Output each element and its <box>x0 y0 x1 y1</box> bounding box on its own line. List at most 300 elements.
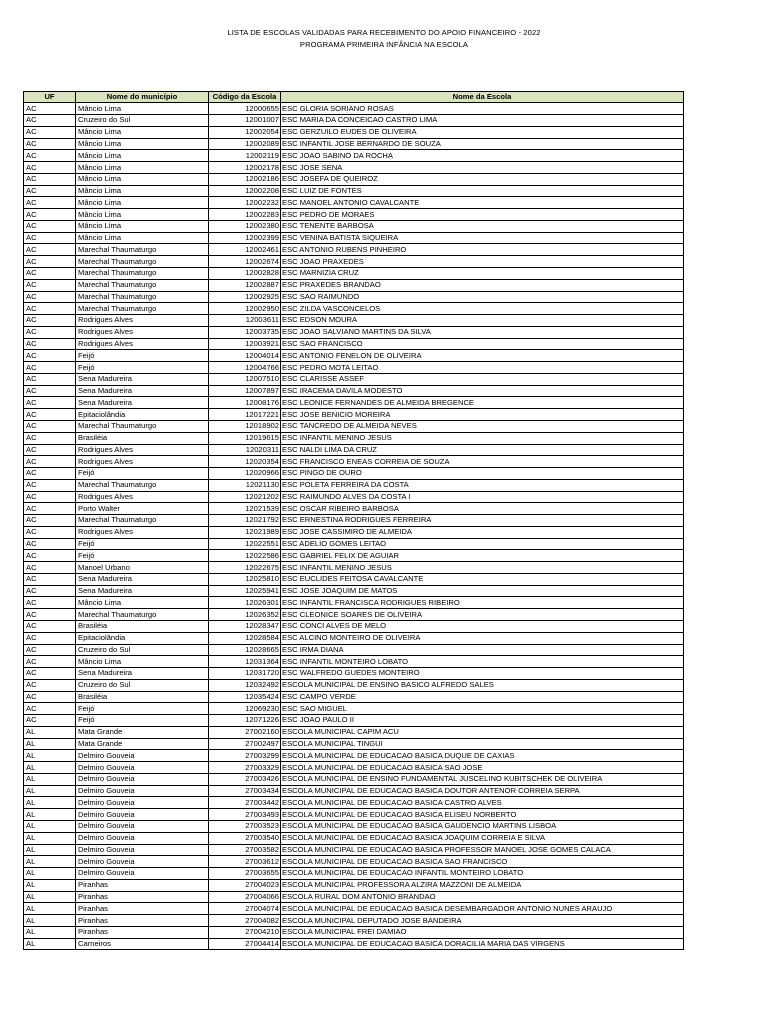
codigo-cell: 27003655 <box>209 868 281 880</box>
escola-cell: ESCOLA MUNICIPAL DEPUTADO JOSE BANDEIRA <box>281 915 684 927</box>
codigo-cell: 27004082 <box>209 915 281 927</box>
escola-cell: ESC PEDRO DE MORAES <box>281 209 684 221</box>
escola-cell: ESCOLA MUNICIPAL PROFESSORA ALZIRA MAZZONI DE ALMEIDA <box>281 879 684 891</box>
municipio-cell: Carneiros <box>76 938 209 950</box>
codigo-cell: 12020311 <box>209 444 281 456</box>
codigo-cell: 27003493 <box>209 809 281 821</box>
table-row <box>24 220 684 232</box>
table-row <box>24 938 684 950</box>
codigo-cell: 12025941 <box>209 585 281 597</box>
codigo-cell: 12022586 <box>209 550 281 562</box>
uf-cell: AC <box>24 503 76 515</box>
escola-cell: ESC ANTONIO RUBENS PINHEIRO <box>281 244 684 256</box>
escola-cell: ESC ZILDA VASCONCELOS <box>281 303 684 315</box>
table-row <box>24 103 684 115</box>
codigo-cell: 12002674 <box>209 256 281 268</box>
uf-cell: AC <box>24 268 76 280</box>
table-row <box>24 350 684 362</box>
escola-cell: ESC GLORIA SORIANO ROSAS <box>281 103 684 115</box>
escola-cell: ESC MANOEL ANTONIO CAVALCANTE <box>281 197 684 209</box>
codigo-cell: 12000655 <box>209 103 281 115</box>
escola-cell: ESC FRANCISCO ENEAS CORREIA DE SOUZA <box>281 456 684 468</box>
table-row <box>24 150 684 162</box>
municipio-cell: Piranhas <box>76 926 209 938</box>
uf-cell: AC <box>24 326 76 338</box>
table-row <box>24 444 684 456</box>
table-row <box>24 773 684 785</box>
table-row <box>24 597 684 609</box>
municipio-cell: Delmiro Gouveia <box>76 809 209 821</box>
escola-cell: ESCOLA RURAL DOM ANTONIO BRANDAO <box>281 891 684 903</box>
municipio-cell: Marechal Thaumaturgo <box>76 256 209 268</box>
uf-cell: AC <box>24 315 76 327</box>
uf-cell: AC <box>24 220 76 232</box>
municipio-cell: Mâncio Lima <box>76 103 209 115</box>
municipio-cell: Delmiro Gouveia <box>76 797 209 809</box>
uf-cell: AL <box>24 891 76 903</box>
escola-cell: ESCOLA MUNICIPAL DE EDUCACAO INFANTIL MONTEIRO LOBATO <box>281 868 684 880</box>
escola-cell: ESCOLA MUNICIPAL DE EDUCACAO BASICA SAO JOSE <box>281 762 684 774</box>
municipio-cell: Delmiro Gouveia <box>76 785 209 797</box>
table-row <box>24 668 684 680</box>
uf-cell: AL <box>24 797 76 809</box>
escola-cell: ESCOLA MUNICIPAL FREI DAMIAO <box>281 926 684 938</box>
codigo-cell: 12031720 <box>209 668 281 680</box>
escola-cell: ESC WALFREDO GUEDES MONTEIRO <box>281 668 684 680</box>
escola-cell: ESC CLARISSE ASSEF <box>281 373 684 385</box>
municipio-cell: Sena Madureira <box>76 373 209 385</box>
uf-cell: AC <box>24 409 76 421</box>
table-row <box>24 797 684 809</box>
escola-cell: ESC CAMPO VERDE <box>281 691 684 703</box>
escola-cell: ESC INFANTIL MENINO JESUS <box>281 562 684 574</box>
table-row <box>24 338 684 350</box>
uf-cell: AC <box>24 150 76 162</box>
codigo-cell: 12019615 <box>209 432 281 444</box>
municipio-cell: Manoel Urbano <box>76 562 209 574</box>
municipio-cell: Delmiro Gouveia <box>76 821 209 833</box>
escola-cell: ESC ANTONIO FENELON DE OLIVEIRA <box>281 350 684 362</box>
municipio-cell: Epitaciolândia <box>76 409 209 421</box>
column-header-escola: Nome da Escola <box>281 92 684 103</box>
municipio-cell: Marechal Thaumaturgo <box>76 609 209 621</box>
table-row <box>24 844 684 856</box>
codigo-cell: 12002054 <box>209 126 281 138</box>
document-title <box>0 27 768 51</box>
municipio-cell: Cruzeiro do Sul <box>76 115 209 127</box>
codigo-cell: 12022551 <box>209 538 281 550</box>
table-row <box>24 409 684 421</box>
escola-cell: ESC ADELIO GOMES LEITAO <box>281 538 684 550</box>
table-row <box>24 656 684 668</box>
table-row <box>24 762 684 774</box>
table-row <box>24 279 684 291</box>
municipio-cell: Mâncio Lima <box>76 173 209 185</box>
column-header-codigo: Código da Escola <box>209 92 281 103</box>
uf-cell: AC <box>24 173 76 185</box>
municipio-cell: Cruzeiro do Sul <box>76 644 209 656</box>
municipio-cell: Epitaciolândia <box>76 632 209 644</box>
table-row <box>24 703 684 715</box>
uf-cell: AL <box>24 879 76 891</box>
municipio-cell: Mâncio Lima <box>76 597 209 609</box>
table-row <box>24 185 684 197</box>
codigo-cell: 27004066 <box>209 891 281 903</box>
escola-cell: ESC JOAO PAULO II <box>281 715 684 727</box>
uf-cell: AL <box>24 868 76 880</box>
uf-cell: AC <box>24 209 76 221</box>
codigo-cell: 12028665 <box>209 644 281 656</box>
uf-cell: AC <box>24 620 76 632</box>
codigo-cell: 12002887 <box>209 279 281 291</box>
codigo-cell: 12035424 <box>209 691 281 703</box>
codigo-cell: 12002461 <box>209 244 281 256</box>
uf-cell: AC <box>24 103 76 115</box>
uf-cell: AC <box>24 479 76 491</box>
uf-cell: AC <box>24 715 76 727</box>
escola-cell: ESC INFANTIL JOSE BERNARDO DE SOUZA <box>281 138 684 150</box>
table-row <box>24 573 684 585</box>
municipio-cell: Mâncio Lima <box>76 185 209 197</box>
codigo-cell: 27003582 <box>209 844 281 856</box>
escola-cell: ESC JOSE SENA <box>281 162 684 174</box>
municipio-cell: Feijó <box>76 468 209 480</box>
table-row <box>24 173 684 185</box>
uf-cell: AC <box>24 644 76 656</box>
codigo-cell: 12002186 <box>209 173 281 185</box>
codigo-cell: 27004074 <box>209 903 281 915</box>
escola-cell: ESC JOSEFA DE QUEIROZ <box>281 173 684 185</box>
uf-cell: AC <box>24 244 76 256</box>
title-line-1: LISTA DE ESCOLAS VALIDADAS PARA RECEBIMENTO DO APOIO FINANCEIRO - 2022 <box>227 28 541 37</box>
uf-cell: AC <box>24 256 76 268</box>
uf-cell: AC <box>24 115 76 127</box>
municipio-cell: Marechal Thaumaturgo <box>76 479 209 491</box>
municipio-cell: Feijó <box>76 715 209 727</box>
municipio-cell: Mata Grande <box>76 738 209 750</box>
escola-cell: ESC JOAO SALVIANO MARTINS DA SILVA <box>281 326 684 338</box>
uf-cell: AL <box>24 926 76 938</box>
uf-cell: AC <box>24 350 76 362</box>
table-header-row <box>24 92 684 103</box>
codigo-cell: 12001007 <box>209 115 281 127</box>
table-row <box>24 715 684 727</box>
municipio-cell: Feijó <box>76 362 209 374</box>
municipio-cell: Piranhas <box>76 915 209 927</box>
table-row <box>24 385 684 397</box>
table-row <box>24 479 684 491</box>
codigo-cell: 27002497 <box>209 738 281 750</box>
table-row <box>24 268 684 280</box>
table-row <box>24 526 684 538</box>
column-header-municipio: Nome do município <box>76 92 209 103</box>
municipio-cell: Rodrigues Alves <box>76 491 209 503</box>
table-row <box>24 809 684 821</box>
escola-cell: ESCOLA MUNICIPAL DE EDUCACAO BASICA DUQUE DE CAXIAS <box>281 750 684 762</box>
table-row <box>24 691 684 703</box>
codigo-cell: 12021539 <box>209 503 281 515</box>
uf-cell: AC <box>24 397 76 409</box>
codigo-cell: 12002828 <box>209 268 281 280</box>
uf-cell: AC <box>24 585 76 597</box>
municipio-cell: Delmiro Gouveia <box>76 856 209 868</box>
municipio-cell: Mata Grande <box>76 726 209 738</box>
uf-cell: AC <box>24 468 76 480</box>
codigo-cell: 12021130 <box>209 479 281 491</box>
table-row <box>24 785 684 797</box>
uf-cell: AC <box>24 703 76 715</box>
column-header-uf: UF <box>24 92 76 103</box>
escola-cell: ESCOLA MUNICIPAL DE EDUCACAO BASICA JOAQUIM CORREIA E SILVA <box>281 832 684 844</box>
table-row <box>24 879 684 891</box>
escola-cell: ESCOLA MUNICIPAL DE EDUCACAO BASICA SAO FRANCISCO <box>281 856 684 868</box>
escola-cell: ESC SAO RAIMUNDO <box>281 291 684 303</box>
uf-cell: AL <box>24 832 76 844</box>
municipio-cell: Mâncio Lima <box>76 150 209 162</box>
uf-cell: AC <box>24 373 76 385</box>
escola-cell: ESC GABRIEL FELIX DE AGUIAR <box>281 550 684 562</box>
uf-cell: AC <box>24 362 76 374</box>
table-row <box>24 232 684 244</box>
table-row <box>24 373 684 385</box>
uf-cell: AC <box>24 291 76 303</box>
escola-cell: ESC ERNESTINA RODRIGUES FERREIRA <box>281 515 684 527</box>
table-row <box>24 491 684 503</box>
uf-cell: AC <box>24 526 76 538</box>
codigo-cell: 12069230 <box>209 703 281 715</box>
codigo-cell: 27003612 <box>209 856 281 868</box>
municipio-cell: Piranhas <box>76 891 209 903</box>
codigo-cell: 12004766 <box>209 362 281 374</box>
codigo-cell: 27003426 <box>209 773 281 785</box>
escola-cell: ESCOLA MUNICIPAL DE EDUCACAO BASICA PROFESSOR MANOEL JOSE GOMES CALACA <box>281 844 684 856</box>
escola-cell: ESC PEDRO MOTA LEITAO <box>281 362 684 374</box>
uf-cell: AC <box>24 185 76 197</box>
uf-cell: AC <box>24 573 76 585</box>
codigo-cell: 12002399 <box>209 232 281 244</box>
municipio-cell: Marechal Thaumaturgo <box>76 244 209 256</box>
codigo-cell: 12002232 <box>209 197 281 209</box>
escola-cell: ESC INFANTIL MONTEIRO LOBATO <box>281 656 684 668</box>
uf-cell: AC <box>24 656 76 668</box>
municipio-cell: Feijó <box>76 550 209 562</box>
table-row <box>24 244 684 256</box>
table-row <box>24 538 684 550</box>
uf-cell: AC <box>24 303 76 315</box>
escola-cell: ESC PINGO DE OURO <box>281 468 684 480</box>
municipio-cell: Porto Walter <box>76 503 209 515</box>
uf-cell: AC <box>24 197 76 209</box>
table-row <box>24 856 684 868</box>
escola-cell: ESC SAO MIGUEL <box>281 703 684 715</box>
escola-cell: ESCOLA MUNICIPAL DE EDUCACAO BASICA DOUTOR ANTENOR CORREIA SERPA <box>281 785 684 797</box>
escola-cell: ESCOLA MUNICIPAL DE EDUCACAO BASICA ELISEU NORBERTO <box>281 809 684 821</box>
uf-cell: AC <box>24 691 76 703</box>
escola-cell: ESC LEONICE FERNANDES DE ALMEIDA BREGENCE <box>281 397 684 409</box>
escola-cell: ESC ALCINO MONTEIRO DE OLIVEIRA <box>281 632 684 644</box>
codigo-cell: 12020354 <box>209 456 281 468</box>
table-row <box>24 115 684 127</box>
codigo-cell: 12018902 <box>209 420 281 432</box>
municipio-cell: Marechal Thaumaturgo <box>76 268 209 280</box>
escola-cell: ESCOLA MUNICIPAL TINGUI <box>281 738 684 750</box>
municipio-cell: Mâncio Lima <box>76 656 209 668</box>
escola-cell: ESCOLA MUNICIPAL DE EDUCACAO BASICA CASTRO ALVES <box>281 797 684 809</box>
uf-cell: AL <box>24 903 76 915</box>
escola-cell: ESC INFANTIL FRANCISCA RODRIGUES RIBEIRO <box>281 597 684 609</box>
municipio-cell: Cruzeiro do Sul <box>76 679 209 691</box>
escola-cell: ESC LUIZ DE FONTES <box>281 185 684 197</box>
escola-cell: ESC CONCI ALVES DE MELO <box>281 620 684 632</box>
codigo-cell: 12021792 <box>209 515 281 527</box>
table-row <box>24 738 684 750</box>
uf-cell: AC <box>24 126 76 138</box>
table-row <box>24 562 684 574</box>
codigo-cell: 12026352 <box>209 609 281 621</box>
uf-cell: AL <box>24 750 76 762</box>
table-row <box>24 256 684 268</box>
uf-cell: AC <box>24 444 76 456</box>
codigo-cell: 27003329 <box>209 762 281 774</box>
escola-cell: ESC OSCAR RIBEIRO BARBOSA <box>281 503 684 515</box>
uf-cell: AC <box>24 562 76 574</box>
table-row <box>24 891 684 903</box>
table-row <box>24 726 684 738</box>
table-row <box>24 456 684 468</box>
uf-cell: AL <box>24 773 76 785</box>
municipio-cell: Rodrigues Alves <box>76 326 209 338</box>
uf-cell: AL <box>24 738 76 750</box>
municipio-cell: Delmiro Gouveia <box>76 762 209 774</box>
codigo-cell: 12004014 <box>209 350 281 362</box>
codigo-cell: 12017221 <box>209 409 281 421</box>
municipio-cell: Rodrigues Alves <box>76 315 209 327</box>
table-row <box>24 303 684 315</box>
escola-cell: ESC NALDI LIMA DA CRUZ <box>281 444 684 456</box>
escola-cell: ESC TANCREDO DE ALMEIDA NEVES <box>281 420 684 432</box>
municipio-cell: Sena Madureira <box>76 397 209 409</box>
codigo-cell: 12071226 <box>209 715 281 727</box>
escola-cell: ESC RAIMUNDO ALVES DA COSTA I <box>281 491 684 503</box>
escola-cell: ESC SAO FRANCISCO <box>281 338 684 350</box>
title-line-2: PROGRAMA PRIMEIRA INFÂNCIA NA ESCOLA <box>299 40 469 49</box>
codigo-cell: 27004414 <box>209 938 281 950</box>
table-row <box>24 291 684 303</box>
escola-cell: ESC INFANTIL MENINO JESUS <box>281 432 684 444</box>
codigo-cell: 12002925 <box>209 291 281 303</box>
codigo-cell: 12021989 <box>209 526 281 538</box>
codigo-cell: 12026301 <box>209 597 281 609</box>
municipio-cell: Delmiro Gouveia <box>76 832 209 844</box>
codigo-cell: 12003735 <box>209 326 281 338</box>
escola-cell: ESC POLETA FERREIRA DA COSTA <box>281 479 684 491</box>
table-row <box>24 609 684 621</box>
table-row <box>24 926 684 938</box>
escola-cell: ESC JOAO PRAXEDES <box>281 256 684 268</box>
codigo-cell: 12003611 <box>209 315 281 327</box>
codigo-cell: 12002089 <box>209 138 281 150</box>
uf-cell: AC <box>24 456 76 468</box>
table-row <box>24 903 684 915</box>
uf-cell: AL <box>24 915 76 927</box>
table-row <box>24 468 684 480</box>
municipio-cell: Sena Madureira <box>76 385 209 397</box>
codigo-cell: 12007897 <box>209 385 281 397</box>
table-row <box>24 420 684 432</box>
uf-cell: AC <box>24 385 76 397</box>
uf-cell: AC <box>24 338 76 350</box>
municipio-cell: Sena Madureira <box>76 573 209 585</box>
codigo-cell: 27003299 <box>209 750 281 762</box>
table-row <box>24 550 684 562</box>
municipio-cell: Mâncio Lima <box>76 162 209 174</box>
municipio-cell: Mâncio Lima <box>76 232 209 244</box>
uf-cell: AL <box>24 785 76 797</box>
uf-cell: AC <box>24 232 76 244</box>
table-row <box>24 503 684 515</box>
escola-cell: ESC JOAO SABINO DA ROCHA <box>281 150 684 162</box>
municipio-cell: Marechal Thaumaturgo <box>76 279 209 291</box>
table-row <box>24 832 684 844</box>
municipio-cell: Sena Madureira <box>76 668 209 680</box>
table-row <box>24 326 684 338</box>
municipio-cell: Feijó <box>76 703 209 715</box>
escola-cell: ESC EDSON MOURA <box>281 315 684 327</box>
municipio-cell: Marechal Thaumaturgo <box>76 291 209 303</box>
uf-cell: AC <box>24 162 76 174</box>
municipio-cell: Delmiro Gouveia <box>76 773 209 785</box>
escola-cell: ESC JOSE JOAQUIM DE MATOS <box>281 585 684 597</box>
codigo-cell: 12028347 <box>209 620 281 632</box>
municipio-cell: Rodrigues Alves <box>76 526 209 538</box>
escola-cell: ESC IRACEMA DAVILA MODESTO <box>281 385 684 397</box>
codigo-cell: 27002160 <box>209 726 281 738</box>
escola-cell: ESC GERZUILO EUDES DE OLIVEIRA <box>281 126 684 138</box>
uf-cell: AC <box>24 632 76 644</box>
uf-cell: AL <box>24 856 76 868</box>
uf-cell: AL <box>24 844 76 856</box>
codigo-cell: 12002208 <box>209 185 281 197</box>
uf-cell: AC <box>24 668 76 680</box>
table-row <box>24 126 684 138</box>
escola-cell: ESC JOSE CASSIMIRO DE ALMEIDA <box>281 526 684 538</box>
codigo-cell: 27003442 <box>209 797 281 809</box>
municipio-cell: Marechal Thaumaturgo <box>76 515 209 527</box>
municipio-cell: Rodrigues Alves <box>76 338 209 350</box>
table-row <box>24 679 684 691</box>
schools-table <box>23 91 684 950</box>
codigo-cell: 27003540 <box>209 832 281 844</box>
codigo-cell: 27004023 <box>209 879 281 891</box>
codigo-cell: 12002119 <box>209 150 281 162</box>
codigo-cell: 12028584 <box>209 632 281 644</box>
codigo-cell: 12002283 <box>209 209 281 221</box>
codigo-cell: 12020966 <box>209 468 281 480</box>
municipio-cell: Brasiléia <box>76 691 209 703</box>
table-row <box>24 915 684 927</box>
municipio-cell: Delmiro Gouveia <box>76 750 209 762</box>
uf-cell: AL <box>24 726 76 738</box>
table-row <box>24 620 684 632</box>
table-row <box>24 209 684 221</box>
table-row <box>24 515 684 527</box>
uf-cell: AL <box>24 821 76 833</box>
escola-cell: ESCOLA MUNICIPAL DE ENSINO BASICO ALFREDO SALES <box>281 679 684 691</box>
municipio-cell: Rodrigues Alves <box>76 456 209 468</box>
municipio-cell: Mâncio Lima <box>76 138 209 150</box>
escola-cell: ESC IRMA DIANA <box>281 644 684 656</box>
codigo-cell: 27003523 <box>209 821 281 833</box>
